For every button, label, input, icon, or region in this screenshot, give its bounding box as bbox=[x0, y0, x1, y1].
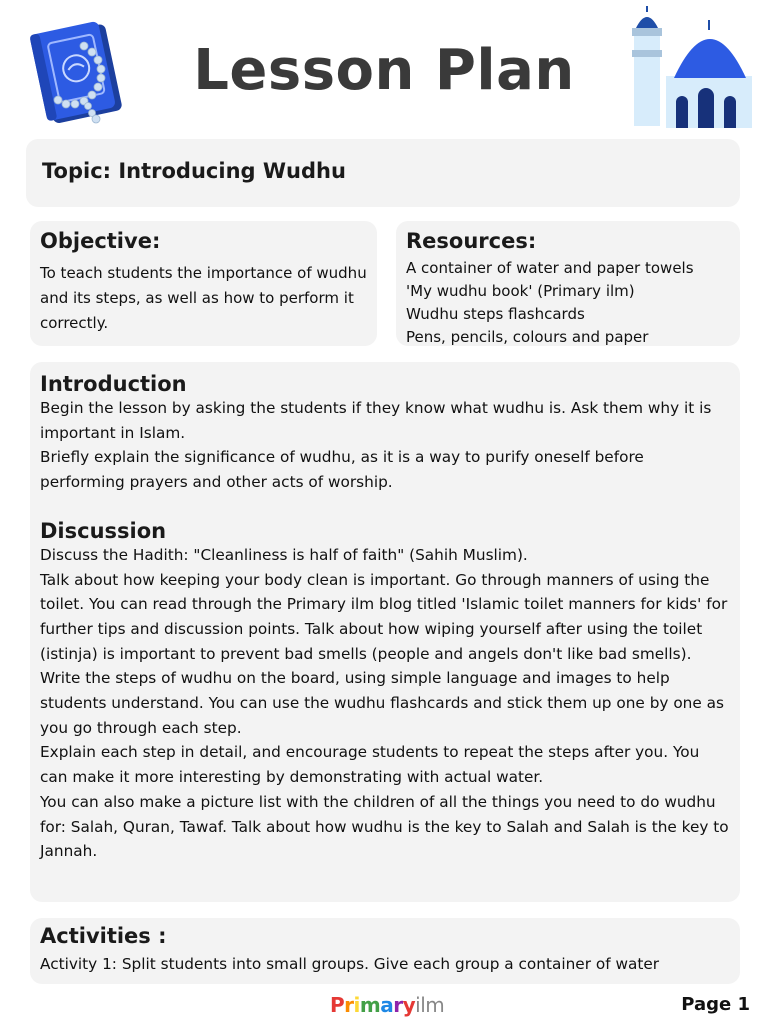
logo-letter: r bbox=[393, 993, 403, 1017]
introduction-heading: Introduction bbox=[40, 372, 187, 396]
topic-box bbox=[26, 139, 740, 207]
discussion-paragraph: Write the steps of wudhu on the board, using simple language and images to help students understand. You can use the wudhu flashcards and stick them up one by one as you go through each step. bbox=[40, 669, 724, 737]
resource-item: 'My wudhu book' (Primary ilm) bbox=[406, 282, 635, 300]
page-number: Page 1 bbox=[681, 994, 750, 1015]
activities-box bbox=[30, 918, 740, 984]
resource-item: Wudhu steps flashcards bbox=[406, 305, 585, 323]
resources-box bbox=[396, 221, 740, 346]
discussion-paragraph: You can also make a picture list with the children of all the things you need to do wudhu for: Salah, Quran, Tawaf. Talk about how wudhu is the key to Salah and Salah is the key to Jannah. bbox=[40, 792, 729, 861]
activities-text: Activity 1: Split students into small groups. Give each group a container of water bbox=[40, 955, 660, 973]
logo-letter: y bbox=[402, 993, 416, 1017]
page-title: Lesson Plan bbox=[193, 38, 575, 103]
logo-letter: P bbox=[330, 993, 345, 1017]
logo-letter: i bbox=[415, 993, 421, 1017]
discussion-paragraph: Explain each step in detail, and encourage students to repeat the steps after you. You can make it more interesting by demonstrating with actual water. bbox=[40, 743, 700, 787]
topic-label: Topic: Introducing Wudhu bbox=[42, 159, 346, 183]
introduction-paragraph: Begin the lesson by asking the students if they know what wudhu is. Ask them why it is important in Islam. bbox=[40, 399, 712, 442]
mosque-icon bbox=[628, 6, 752, 128]
resources-heading: Resources: bbox=[406, 229, 537, 253]
logo-letter: m bbox=[359, 993, 381, 1017]
logo-letter: m bbox=[425, 993, 445, 1017]
logo-letter: i bbox=[353, 993, 360, 1017]
resource-item: Pens, pencils, colours and paper bbox=[406, 328, 649, 346]
activities-heading: Activities : bbox=[40, 924, 167, 948]
primary-ilm-logo bbox=[330, 993, 444, 1017]
discussion-paragraph: Discuss the Hadith: "Cleanliness is half of faith" (Sahih Muslim). bbox=[40, 545, 528, 564]
logo-letter: l bbox=[420, 993, 426, 1017]
discussion-paragraph: Talk about how keeping your body clean is important. Go through manners of using the toilet. You can read through the Primary ilm blog titled 'Islamic toilet manners for kids' for further tips and discussion points. Talk about how wiping yourself after using the toilet (istinja) is important to prevent bad smells (people and angels don't like bad smells). bbox=[40, 570, 728, 663]
objective-text: To teach students the importance of wudhu and its steps, as well as how to perform it correctly. bbox=[40, 264, 367, 332]
introduction-paragraph: Briefly explain the significance of wudhu, as it is a way to purify oneself before performing prayers and other acts of worship. bbox=[40, 448, 644, 492]
introduction-discussion-box bbox=[30, 362, 740, 902]
objective-box bbox=[30, 221, 377, 346]
resource-item: A container of water and paper towels bbox=[406, 259, 694, 277]
logo-letter: r bbox=[344, 993, 354, 1017]
discussion-heading: Discussion bbox=[40, 518, 167, 543]
resources-list bbox=[406, 257, 730, 349]
objective-heading: Objective: bbox=[40, 229, 161, 253]
logo-letter: a bbox=[380, 993, 394, 1017]
